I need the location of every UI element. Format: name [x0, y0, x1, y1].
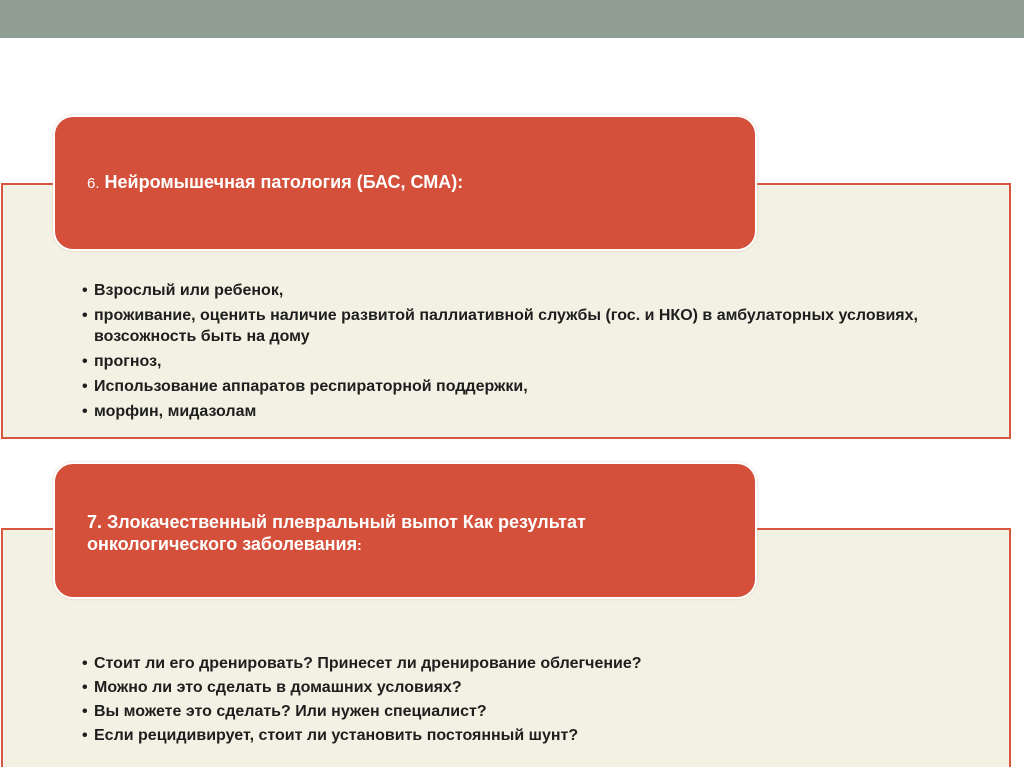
list-item: • Взрослый или ребенок,: [82, 280, 932, 301]
section-1-list: [82, 280, 932, 426]
top-bar: [0, 0, 1024, 38]
section-2-title-text: 7. Злокачественный плевральный выпот Как результат онкологического заболевания: [87, 512, 586, 554]
section-1-header: [53, 115, 757, 251]
list-item: • морфин, мидазолам: [82, 401, 932, 422]
section-2-title-suffix: :: [357, 537, 362, 553]
section-2-list: [82, 653, 882, 749]
list-item: • прогноз,: [82, 351, 932, 372]
list-item: • Можно ли это сделать в домашних условиях?: [82, 677, 882, 698]
section-2-header: [53, 462, 757, 599]
list-item: • Стоит ли его дренировать? Принесет ли дренирование облегчение?: [82, 653, 882, 674]
section-2-title: [87, 505, 715, 556]
section-1-title: [87, 171, 463, 195]
section-1-number: 6.: [87, 175, 100, 192]
list-item: • проживание, оценить наличие развитой паллиативной службы (гос. и НКО) в амбулаторных условиях, возсожность быть на дому: [82, 305, 932, 347]
section-1-title-text: Нейромышечная патология (БАС, СМА):: [104, 172, 464, 192]
list-item: • Если рецидивирует, стоит ли установить постоянный шунт?: [82, 725, 882, 746]
list-item: • Использование аппаратов респираторной поддержки,: [82, 376, 932, 397]
list-item: • Вы можете это сделать? Или нужен специалист?: [82, 701, 882, 722]
